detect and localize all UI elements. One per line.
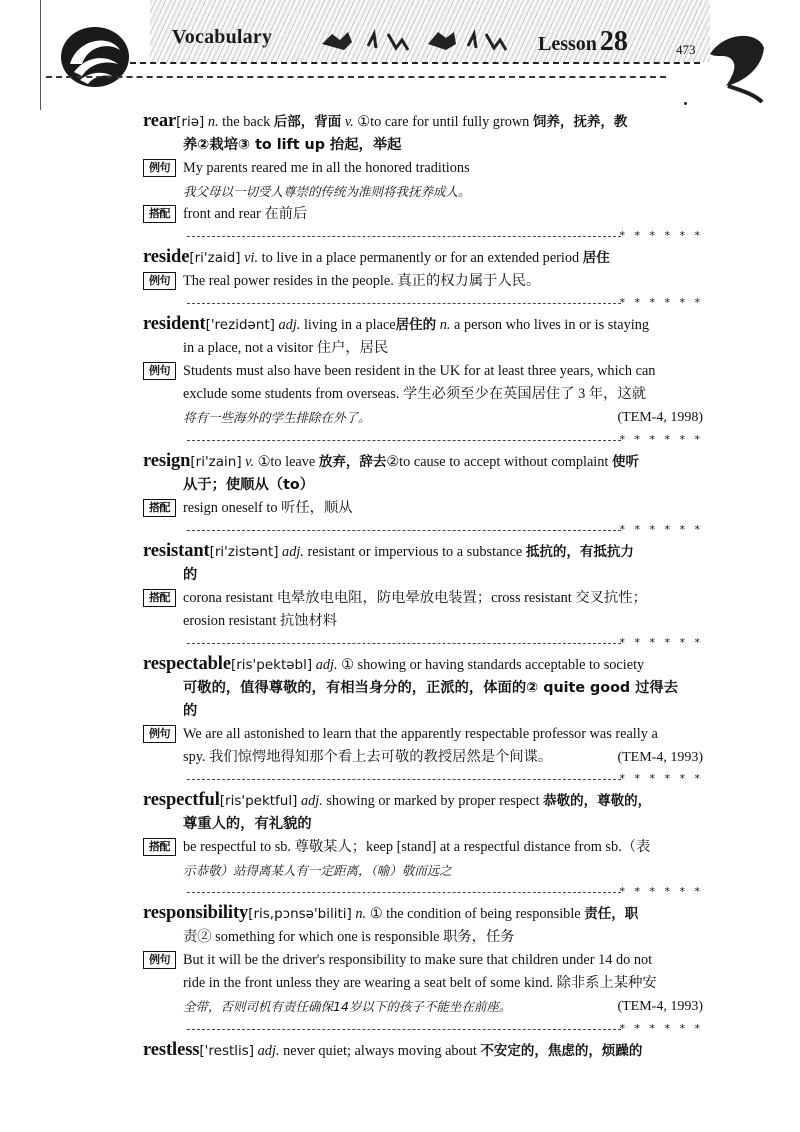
part-of-speech: adj. xyxy=(300,793,323,809)
example-tag: 例句 xyxy=(143,362,176,380)
entry-separator xyxy=(143,430,703,450)
page-number: 473 xyxy=(676,42,696,57)
example-block xyxy=(143,949,703,1019)
collocation-text: front and rear 在前后 xyxy=(183,206,308,222)
separator-stars: * * * * * * xyxy=(619,885,703,898)
headword: resign xyxy=(143,451,191,471)
headword: resident xyxy=(143,314,206,334)
phonetic: [ris'pektful] xyxy=(219,793,298,809)
phonetic: ['rezidənt] xyxy=(205,317,275,333)
entry-respectable xyxy=(143,653,703,769)
section-title: Vocabulary xyxy=(172,26,273,48)
entry-separator xyxy=(143,520,703,540)
definition: showing or marked by proper respect xyxy=(322,793,544,809)
chinese-gloss: 不安定的，焦虑的，烦躁的 xyxy=(480,1043,643,1059)
lesson-label xyxy=(538,26,628,58)
phonetic: [ri'zaid] xyxy=(189,250,241,266)
collocation-line: 示恭敬）站得离某人有一定距离，（喻）敬而远之 xyxy=(183,863,452,878)
collocation-block xyxy=(143,587,703,633)
example-tag: 例句 xyxy=(143,951,176,969)
collocation-line: be respectful to sb. 尊敬某人；keep [stand] at a respectful distance from sb.（表 xyxy=(183,839,651,855)
example-block xyxy=(143,270,703,293)
headword: respectful xyxy=(143,790,220,810)
definition: ②to cause to accept without complaint xyxy=(386,454,612,470)
example-line: exclude some students from overseas. 学生必须至少在英国居住了 3 年，这就 xyxy=(183,386,646,402)
example-chinese: 我父母以一切受人尊崇的传统为准则将我抚养成人。 xyxy=(183,184,471,199)
chinese-gloss: 居住的 xyxy=(395,317,437,333)
part-of-speech: adj. xyxy=(257,1043,280,1059)
definition-continued: 的 xyxy=(183,567,198,583)
part-of-speech: n. xyxy=(355,906,367,922)
collocation-tag: 搭配 xyxy=(143,589,176,607)
part-of-speech: v. xyxy=(245,454,255,470)
collocation-block xyxy=(143,203,703,226)
entry-separator xyxy=(143,1019,703,1039)
example-block xyxy=(143,360,703,430)
vocabulary-list xyxy=(143,110,703,1063)
phonetic: [riə] xyxy=(176,114,205,130)
example-line-with-source xyxy=(183,406,703,430)
entry-separator xyxy=(143,293,703,313)
collocation-tag: 搭配 xyxy=(143,838,176,856)
definition: the back xyxy=(218,114,274,130)
part-of-speech: n. xyxy=(207,114,219,130)
entry-restless xyxy=(143,1039,703,1063)
separator-stars: * * * * * * xyxy=(619,636,703,649)
definition-continued: in a place, not a visitor 住户，居民 xyxy=(183,340,389,356)
example-tag: 例句 xyxy=(143,272,176,290)
entry-headline xyxy=(143,540,703,564)
part-of-speech: vi. xyxy=(244,250,259,266)
example-line: ride in the front unless they are wearing a seat belt of some kind. 除非系上某种安 xyxy=(183,975,657,991)
header-dashed-rule xyxy=(130,62,700,64)
entry-headline xyxy=(143,246,703,270)
phonetic: [ri'zistənt] xyxy=(209,544,279,560)
part-of-speech: adj. xyxy=(278,317,301,333)
exam-source: (TEM-4, 1998) xyxy=(617,410,703,425)
entry-headline xyxy=(143,653,703,677)
print-speck xyxy=(684,102,687,105)
example-block xyxy=(143,157,703,203)
part-of-speech: n. xyxy=(436,317,451,333)
example-line: We are all astonished to learn that the apparently respectable professor was really a xyxy=(183,726,658,742)
definition-continued: 责② something for which one is responsible 职务，任务 xyxy=(183,929,515,945)
entry-separator xyxy=(143,226,703,246)
separator-stars: * * * * * * xyxy=(619,772,703,785)
collocation-line: corona resistant 电晕放电电阻，防电晕放电装置；cross resistant 交叉抗性； xyxy=(183,590,647,606)
entry-reside xyxy=(143,246,703,293)
entry-resident xyxy=(143,313,703,430)
example-line: Students must also have been resident in the UK for at least three years, which can xyxy=(183,363,656,379)
part-of-speech: adj. xyxy=(315,657,338,673)
entry-separator xyxy=(143,769,703,789)
collocation-text: resign oneself to 听任，顺从 xyxy=(183,500,353,516)
exam-source: (TEM-4, 1993) xyxy=(617,999,703,1014)
part-of-speech: adj. xyxy=(282,544,304,560)
swirl-ornament-icon xyxy=(58,24,132,90)
definition-continued: 从于；使顺从（to） xyxy=(183,477,315,493)
example-chinese: 全带，否则司机有责任确保14岁以下的孩子不能坐在前座。 xyxy=(183,999,512,1014)
example-block xyxy=(143,723,703,769)
entry-resign xyxy=(143,450,703,520)
entry-headline xyxy=(143,450,703,474)
headword: responsibility xyxy=(143,903,249,923)
collocation-line: erosion resistant 抗蚀材料 xyxy=(183,613,338,629)
page-binding-edge xyxy=(40,0,41,110)
phonetic: ['restlis] xyxy=(199,1043,255,1059)
separator-stars: * * * * * * xyxy=(619,433,703,446)
phonetic: [ris,pɔnsə'biliti] xyxy=(248,906,352,922)
entry-separator xyxy=(143,882,703,902)
phonetic: [ri'zain] xyxy=(190,454,242,470)
collocation-block xyxy=(143,497,703,520)
exam-source: (TEM-4, 1993) xyxy=(617,750,703,765)
chinese-gloss: 恭敬的，尊敬的， xyxy=(543,793,652,809)
entry-headline xyxy=(143,1039,703,1063)
headword: rear xyxy=(143,111,177,131)
headword: restless xyxy=(143,1040,200,1060)
chinese-gloss: 居住 xyxy=(582,250,610,266)
example-line: spy. 我们惊愕地得知那个看上去可敬的教授居然是个间谍。 xyxy=(183,749,553,765)
phonetic: [ris'pektəbl] xyxy=(230,657,313,673)
entry-responsibility xyxy=(143,902,703,1019)
leaf-ornament-icon xyxy=(704,24,768,104)
chinese-gloss: 责任，职 xyxy=(584,906,639,922)
chinese-gloss: 饲养，抚养，教 xyxy=(532,114,628,130)
collocation-tag: 搭配 xyxy=(143,205,176,223)
example-line: But it will be the driver's responsibility to make sure that children under 14 do not xyxy=(183,952,653,968)
definition: resistant or impervious to a substance xyxy=(303,544,526,560)
separator-stars: * * * * * * xyxy=(619,523,703,536)
entry-headline xyxy=(143,789,703,813)
example-text: The real power resides in the people. 真正的权力属于人民。 xyxy=(183,273,541,289)
entry-separator xyxy=(143,633,703,653)
headword: reside xyxy=(143,247,190,267)
example-chinese: 将有一些海外的学生排除在外了。 xyxy=(183,410,371,425)
definition: to live in a place permanently or for an extended period xyxy=(258,250,583,266)
lesson-word: Lesson xyxy=(538,33,597,55)
example-english: My parents reared me in all the honored traditions xyxy=(183,160,470,176)
example-line-with-source xyxy=(183,995,703,1019)
headword: resistant xyxy=(143,541,210,561)
header-dashed-rule-lower xyxy=(46,76,666,78)
entry-headline xyxy=(143,110,703,134)
lesson-number: 28 xyxy=(599,26,628,57)
entry-respectful xyxy=(143,789,703,882)
definition: a person who lives in or is staying xyxy=(450,317,650,333)
example-line-with-source xyxy=(183,746,703,769)
definition-continued: 的 xyxy=(183,703,198,719)
definition: ① the condition of being responsible xyxy=(366,906,585,922)
collocation-tag: 搭配 xyxy=(143,499,176,517)
definition: ①to care for until fully grown xyxy=(353,114,533,130)
definition-continued: 可敬的，值得尊敬的，有相当身分的，正派的，体面的② quite good 过得去 xyxy=(183,680,679,696)
example-tag: 例句 xyxy=(143,725,176,743)
definition: ① showing or having standards acceptable to society xyxy=(337,657,645,673)
definition: ①to leave xyxy=(254,454,319,470)
separator-stars: * * * * * * xyxy=(619,1022,703,1035)
entry-headline xyxy=(143,313,703,337)
definition: never quiet; always moving about xyxy=(279,1043,481,1059)
part-of-speech: v. xyxy=(341,114,354,130)
definition: living in a place xyxy=(300,317,396,333)
separator-stars: * * * * * * xyxy=(619,229,703,242)
entry-rear xyxy=(143,110,703,226)
chinese-gloss: 抵抗的，有抵抗力 xyxy=(525,544,634,560)
entry-headline xyxy=(143,902,703,926)
headword: respectable xyxy=(143,654,231,674)
definition-continued: 尊重人的，有礼貌的 xyxy=(183,816,312,832)
definition-continued: 养②栽培③ to lift up 抬起，举起 xyxy=(183,137,402,153)
decorative-figures-icon xyxy=(318,26,508,54)
separator-stars: * * * * * * xyxy=(619,296,703,309)
chinese-gloss: 放弃，辞去 xyxy=(318,454,387,470)
collocation-block xyxy=(143,836,703,882)
chinese-gloss: 后部，背面 xyxy=(273,114,342,130)
chinese-gloss: 使听 xyxy=(611,454,639,470)
entry-resistant xyxy=(143,540,703,633)
example-tag: 例句 xyxy=(143,159,176,177)
page-header xyxy=(0,0,800,110)
